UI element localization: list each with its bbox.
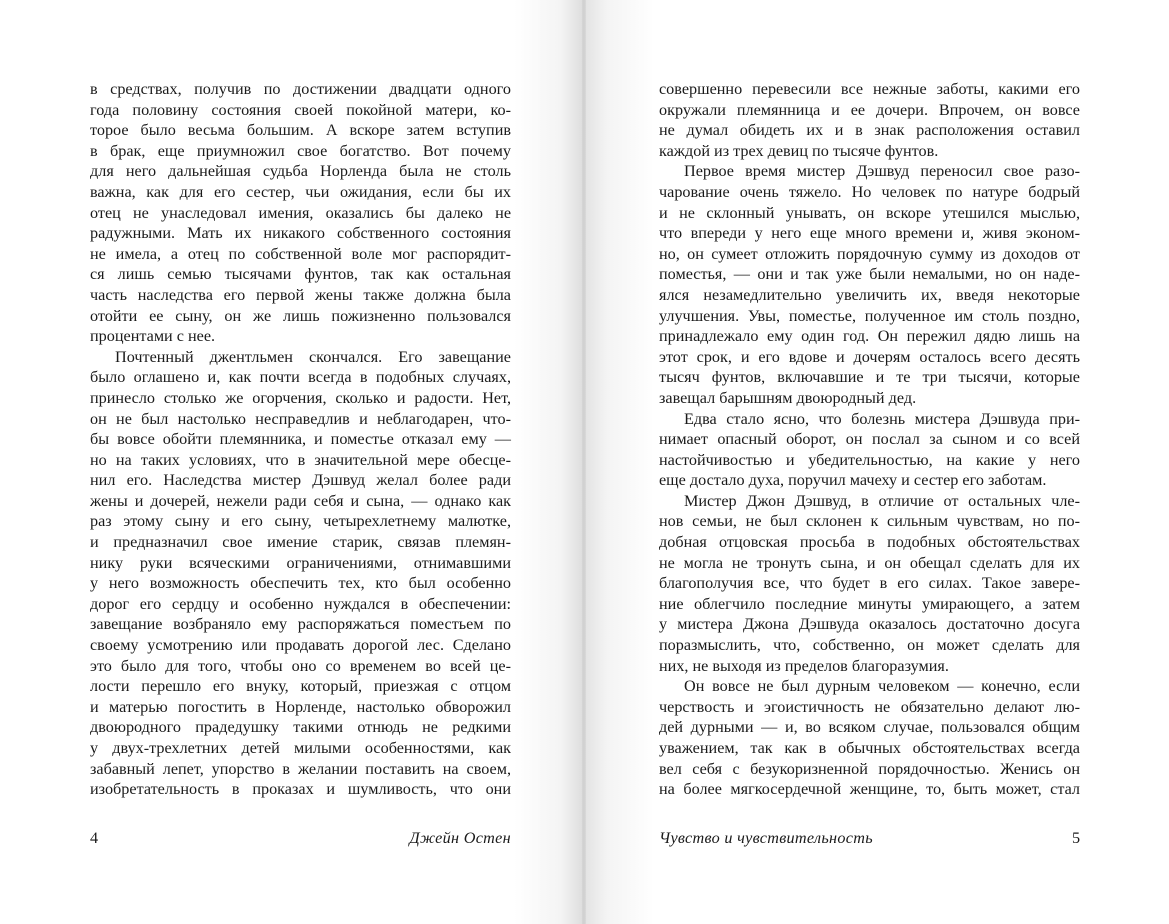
text-line: своему усмотрению или продавать дорогой лес. Сделано <box>90 636 511 655</box>
left-page-number: 4 <box>90 829 99 847</box>
left-page-body-text <box>90 79 511 800</box>
text-line: раз этому сыну и его сыну, четырехлетнему малютке, <box>90 512 511 531</box>
text-line: для него дальнейшая судьба Норленда была не столь <box>90 162 511 181</box>
text-line: дей дурными — и, во всяком случае, пользовался общим <box>659 718 1080 737</box>
text-line: добная отцовская просьба в подобных обстоятельствах <box>659 533 1080 552</box>
text-line: что впереди у него еще много времени и, живя эконом- <box>659 224 1080 243</box>
text-line: уважением, так как в обычных обстоятельствах всегда <box>659 739 1080 757</box>
right-page-body-text <box>659 79 1080 800</box>
text-line: ялся незамедлительно увеличить их, введя некоторые <box>659 285 1080 304</box>
text-line: важна, как для его сестер, чьи ожидания, если бы их <box>90 182 511 201</box>
book-gutter <box>582 0 586 924</box>
text-line: не имела, а отец по собственной воле мог распорядит- <box>90 244 511 263</box>
text-line: но, он сумеет отложить порядочную сумму из доходов от <box>659 244 1080 263</box>
text-line: поместья, — они и так уже были немалыми, но он наде- <box>659 265 1080 284</box>
text-line: дорог его сердцу и особенно нуждался в обеспечении: <box>90 594 511 613</box>
text-line: не могла не тронуть сына, и он обещал сделать для их <box>659 553 1080 572</box>
text-line: улучшения. Увы, поместье, полученное им столь поздно, <box>659 306 1080 325</box>
text-line: Он вовсе не был дурным человеком — конечно, если <box>684 677 1080 696</box>
text-line: но на таких условиях, что в значительной мере обесце- <box>90 450 511 469</box>
left-page <box>0 0 584 924</box>
text-line: это было для того, чтобы оно со временем во всей це- <box>90 656 511 675</box>
text-line: отойти ее сыну, он же лишь пожизненно пользовался <box>90 306 511 325</box>
text-line: завещал барышням двоюродный дед. <box>659 388 917 407</box>
text-line: на более мягкосердечной женщине, то, быть может, стал <box>659 780 1080 799</box>
right-running-head-title: Чувство и чувствительность <box>659 829 873 847</box>
text-line: принесло столько же огорчения, сколько и радости. Нет, <box>90 388 511 407</box>
text-line: и матерью погостить в Норленде, настолько обворожил <box>90 697 511 716</box>
text-line: Мистер Джон Дэшвуд, в отличие от остальных чле- <box>684 491 1080 510</box>
text-line: торое было весьма большим. А вскоре затем вступив <box>90 121 511 140</box>
text-line: Едва стало ясно, что болезнь мистера Дэшвуда при- <box>684 409 1080 428</box>
text-line: отец не унаследовал имения, оказались бы далеко не <box>90 203 511 222</box>
right-page <box>584 0 1168 924</box>
text-line: забавный лепет, упорство в желании поставить на своем, <box>90 759 511 778</box>
text-line: них, не выходя из пределов благоразумия. <box>659 656 949 675</box>
text-line: было оглашено и, как почти всегда в подобных случаях, <box>90 368 511 387</box>
text-line: этот срок, и его вдове и дочерям осталось всего десять <box>659 347 1080 366</box>
text-line: завещание возбраняло ему распоряжаться поместьем по <box>90 615 511 634</box>
text-line: и не склонный унывать, он вскоре утешился мыслью, <box>659 203 1080 222</box>
text-line: нил его. Наследства мистер Дэшвуд желал более ради <box>90 471 511 490</box>
text-line: нов семьи, не был склонен к сильным чувствам, но по- <box>659 512 1080 531</box>
text-line: вел себя с безукоризненной порядочностью. Женись он <box>659 759 1080 778</box>
text-line: Первое время мистер Дэшвуд переносил свое разо- <box>684 162 1080 181</box>
text-line: ние облегчило последние минуты умирающего, а затем <box>659 594 1080 613</box>
text-line: двоюродного прадедушку такими отнюдь не редкими <box>90 718 511 737</box>
text-line: он не был настолько несправедлив и неблагодарен, что- <box>90 409 511 428</box>
text-line: каждой из трех девиц по тысяче фунтов. <box>659 141 939 160</box>
text-line: ся лишь семью тысячами фунтов, так как остальная <box>90 265 511 284</box>
text-line: нимает опасный оборот, он послал за сыном и со всей <box>659 430 1080 449</box>
text-line: изобретательность в проказах и шумливость, что они <box>90 780 511 799</box>
text-line: черствость и эгоистичность не обязательно делают лю- <box>659 697 1080 716</box>
text-line: у мистера Джона Дэшвуда оказалось достаточно досуга <box>659 615 1080 634</box>
text-line: года половину состояния своей покойной матери, ко- <box>90 100 511 119</box>
text-line: жены и дочерей, нежели ради себя и сына, — однако как <box>90 491 511 510</box>
text-line: совершенно перевесили все нежные заботы, какими его <box>659 80 1080 98</box>
text-line: процентами с нее. <box>90 327 216 346</box>
text-line: не думал обидеть их и в знак расположения оставил <box>659 121 1080 140</box>
text-line: благополучия все, что будет в его силах. Такое завере- <box>659 574 1080 593</box>
text-line: окружали племянница и ее дочери. Впрочем, он вовсе <box>659 100 1080 119</box>
text-line: и предназначил свое имение старик, связав племян- <box>90 533 511 552</box>
text-line: у него возможность обеспечить тех, кто был особенно <box>90 574 511 593</box>
text-line: в средствах, получив по достижении двадцати одного <box>90 80 511 98</box>
text-line: в брак, еще приумножил свое богатство. Вот почему <box>90 141 511 160</box>
text-line: еще достало духа, поручил мачеху и сестер его заботам. <box>659 471 1047 490</box>
text-line: тысяч фунтов, включавшие и те три тысячи, которые <box>659 368 1080 387</box>
right-page-number: 5 <box>1072 829 1081 847</box>
text-line: принадлежало ему один год. Он пережил дядю лишь на <box>659 327 1080 346</box>
text-line: часть наследства его первой жены также должна была <box>90 285 511 304</box>
text-line: поразмыслить, что, собственно, он может сделать для <box>659 636 1080 655</box>
text-line: чарование очень тяжело. Но человек по натуре бодрый <box>659 182 1080 201</box>
text-line: настойчивостью и убедительностью, на какие у него <box>659 450 1080 469</box>
text-line: у двух-трехлетних детей милыми особенностями, как <box>90 739 511 757</box>
text-line: лости перешло его внуку, который, приезжая с отцом <box>90 677 511 696</box>
left-running-head-author: Джейн Остен <box>409 829 511 847</box>
text-line: бы вовсе обойти племянника, и поместье отказал ему — <box>90 430 511 449</box>
text-line: нику руки всяческими ограничениями, отнимавшими <box>90 553 511 572</box>
text-line: Почтенный джентльмен скончался. Его завещание <box>115 347 511 366</box>
text-line: радужными. Мать их никакого собственного состояния <box>90 224 511 243</box>
